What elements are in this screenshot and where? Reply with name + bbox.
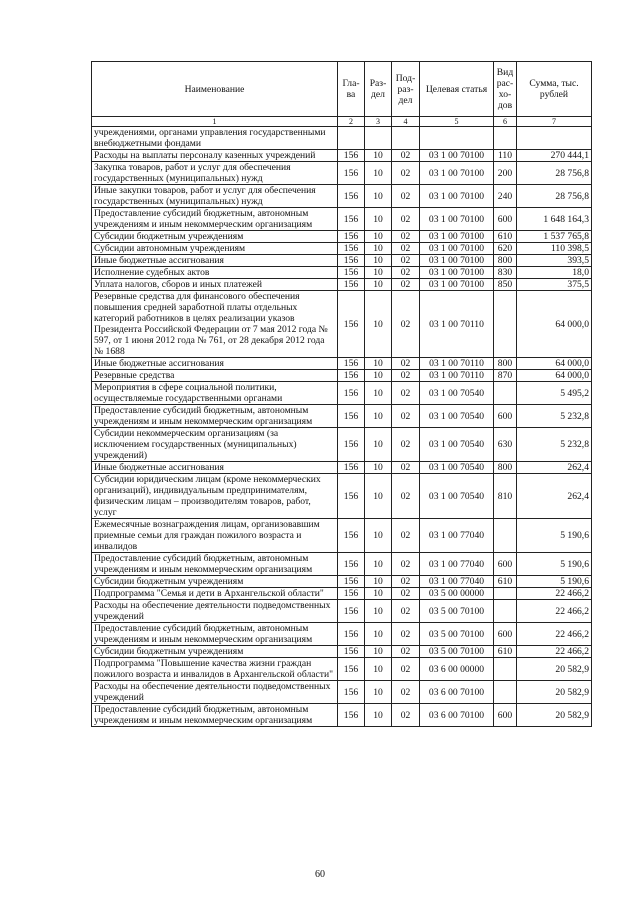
table-row [92, 576, 592, 588]
row-subsection-cell: 02 [392, 370, 420, 382]
table-row [92, 358, 592, 370]
row-target-cell [420, 127, 494, 150]
row-name-cell: Иные бюджетные ассигнования [92, 255, 338, 267]
row-subsection-cell: 02 [392, 658, 420, 681]
row-amount-cell: 1 648 164,3 [517, 208, 592, 231]
row-section-cell [365, 127, 392, 150]
row-expense-type-cell: 870 [494, 370, 517, 382]
row-section-cell: 10 [365, 600, 392, 623]
table-body [92, 127, 592, 727]
row-section-cell: 10 [365, 428, 392, 462]
row-expense-type-cell: 610 [494, 576, 517, 588]
table-row [92, 279, 592, 291]
row-section-cell: 10 [365, 162, 392, 185]
row-name-cell: Резервные средства [92, 370, 338, 382]
table-row [92, 370, 592, 382]
row-name-cell: Иные бюджетные ассигнования [92, 462, 338, 474]
table-row [92, 428, 592, 462]
row-target-cell: 03 6 00 70100 [420, 704, 494, 727]
row-subsection-cell: 02 [392, 704, 420, 727]
row-section-cell: 10 [365, 623, 392, 646]
table-row [92, 382, 592, 405]
row-expense-type-cell [494, 658, 517, 681]
column-number: 5 [420, 117, 494, 127]
row-amount-cell: 64 000,0 [517, 358, 592, 370]
row-target-cell: 03 1 00 70100 [420, 243, 494, 255]
row-target-cell: 03 1 00 70110 [420, 358, 494, 370]
row-expense-type-cell: 600 [494, 208, 517, 231]
row-subsection-cell: 02 [392, 623, 420, 646]
row-chapter-cell: 156 [338, 231, 365, 243]
row-section-cell: 10 [365, 358, 392, 370]
row-section-cell: 10 [365, 382, 392, 405]
table-row [92, 600, 592, 623]
row-target-cell: 03 1 00 70540 [420, 474, 494, 519]
row-section-cell: 10 [365, 370, 392, 382]
row-chapter-cell: 156 [338, 553, 365, 576]
row-name-cell: Субсидии автономным учреждениям [92, 243, 338, 255]
row-section-cell: 10 [365, 576, 392, 588]
row-subsection-cell: 02 [392, 474, 420, 519]
row-chapter-cell: 156 [338, 646, 365, 658]
row-name-cell: Предоставление субсидий бюджетным, автономным учреждениям и иным некоммерческим организациям [92, 623, 338, 646]
row-chapter-cell: 156 [338, 600, 365, 623]
row-chapter-cell: 156 [338, 291, 365, 358]
row-section-cell: 10 [365, 704, 392, 727]
row-target-cell: 03 1 00 70100 [420, 231, 494, 243]
row-amount-cell: 22 466,2 [517, 600, 592, 623]
row-amount-cell: 20 582,9 [517, 658, 592, 681]
row-subsection-cell: 02 [392, 185, 420, 208]
row-name-cell: Уплата налогов, сборов и иных платежей [92, 279, 338, 291]
row-expense-type-cell: 630 [494, 428, 517, 462]
row-target-cell: 03 1 00 70100 [420, 267, 494, 279]
row-amount-cell: 5 190,6 [517, 553, 592, 576]
row-name-cell: Предоставление субсидий бюджетным, автономным учреждениям и иным некоммерческим организациям [92, 405, 338, 428]
row-name-cell: Субсидии юридическим лицам (кроме некоммерческих организаций), индивидуальным предпринимателям, физическим лицам – производителям товаров, работ, услуг [92, 474, 338, 519]
row-amount-cell: 5 232,8 [517, 428, 592, 462]
row-subsection-cell: 02 [392, 588, 420, 600]
row-chapter-cell: 156 [338, 704, 365, 727]
row-target-cell: 03 1 00 70100 [420, 162, 494, 185]
row-target-cell: 03 5 00 70100 [420, 623, 494, 646]
row-target-cell: 03 1 00 70540 [420, 405, 494, 428]
column-number: 7 [517, 117, 592, 127]
row-section-cell: 10 [365, 279, 392, 291]
row-chapter-cell: 156 [338, 474, 365, 519]
row-name-cell: Иные бюджетные ассигнования [92, 358, 338, 370]
row-chapter-cell: 156 [338, 405, 365, 428]
row-target-cell: 03 6 00 70100 [420, 681, 494, 704]
row-expense-type-cell: 200 [494, 162, 517, 185]
table-row [92, 243, 592, 255]
row-name-cell: Расходы на обеспечение деятельности подведомственных учреждений [92, 600, 338, 623]
row-amount-cell: 64 000,0 [517, 370, 592, 382]
row-section-cell: 10 [365, 474, 392, 519]
table-row [92, 623, 592, 646]
row-name-cell: Мероприятия в сфере социальной политики, осуществляемые государственными органами [92, 382, 338, 405]
row-expense-type-cell: 600 [494, 704, 517, 727]
table-row [92, 462, 592, 474]
row-amount-cell: 20 582,9 [517, 681, 592, 704]
table-row [92, 588, 592, 600]
row-subsection-cell: 02 [392, 382, 420, 405]
row-target-cell: 03 1 00 70100 [420, 150, 494, 162]
row-name-cell: Предоставление субсидий бюджетным, автономным учреждениям и иным некоммерческим организациям [92, 553, 338, 576]
row-chapter-cell: 156 [338, 208, 365, 231]
row-expense-type-cell: 600 [494, 405, 517, 428]
table-row [92, 704, 592, 727]
row-section-cell: 10 [365, 255, 392, 267]
row-target-cell: 03 5 00 70100 [420, 600, 494, 623]
row-target-cell: 03 6 00 00000 [420, 658, 494, 681]
row-target-cell: 03 1 00 70100 [420, 279, 494, 291]
row-subsection-cell: 02 [392, 405, 420, 428]
table-row [92, 291, 592, 358]
row-expense-type-cell: 850 [494, 279, 517, 291]
row-expense-type-cell: 600 [494, 623, 517, 646]
column-number: 1 [92, 117, 338, 127]
row-subsection-cell: 02 [392, 208, 420, 231]
row-subsection-cell: 02 [392, 646, 420, 658]
row-section-cell: 10 [365, 267, 392, 279]
row-target-cell: 03 1 00 70540 [420, 428, 494, 462]
row-chapter-cell: 156 [338, 681, 365, 704]
row-amount-cell: 393,5 [517, 255, 592, 267]
table-row [92, 185, 592, 208]
row-target-cell: 03 1 00 70540 [420, 462, 494, 474]
row-expense-type-cell: 620 [494, 243, 517, 255]
row-expense-type-cell: 830 [494, 267, 517, 279]
row-subsection-cell: 02 [392, 267, 420, 279]
column-number: 2 [338, 117, 365, 127]
row-chapter-cell: 156 [338, 267, 365, 279]
row-subsection-cell: 02 [392, 162, 420, 185]
row-name-cell: Предоставление субсидий бюджетным, автономным учреждениям и иным некоммерческим организациям [92, 704, 338, 727]
row-section-cell: 10 [365, 405, 392, 428]
row-chapter-cell: 156 [338, 370, 365, 382]
row-chapter-cell: 156 [338, 576, 365, 588]
row-expense-type-cell: 800 [494, 462, 517, 474]
row-expense-type-cell: 610 [494, 646, 517, 658]
row-name-cell: Предоставление субсидий бюджетным, автономным учреждениям и иным некоммерческим организациям [92, 208, 338, 231]
row-chapter-cell: 156 [338, 428, 365, 462]
row-name-cell: учреждениями, органами управления государственными внебюджетными фондами [92, 127, 338, 150]
row-section-cell: 10 [365, 231, 392, 243]
row-amount-cell: 22 466,2 [517, 623, 592, 646]
row-name-cell: Подпрограмма "Повышение качества жизни граждан пожилого возраста и инвалидов в Архангельской области" [92, 658, 338, 681]
row-subsection-cell: 02 [392, 255, 420, 267]
row-amount-cell: 375,5 [517, 279, 592, 291]
row-section-cell: 10 [365, 208, 392, 231]
budget-table [91, 61, 592, 727]
row-subsection-cell: 02 [392, 576, 420, 588]
row-section-cell: 10 [365, 150, 392, 162]
row-amount-cell: 110 398,5 [517, 243, 592, 255]
row-chapter-cell: 156 [338, 588, 365, 600]
row-amount-cell: 1 537 765,8 [517, 231, 592, 243]
row-subsection-cell: 02 [392, 279, 420, 291]
row-section-cell: 10 [365, 243, 392, 255]
row-subsection-cell: 02 [392, 519, 420, 553]
row-amount-cell: 20 582,9 [517, 704, 592, 727]
row-expense-type-cell [494, 681, 517, 704]
row-chapter-cell: 156 [338, 382, 365, 405]
row-chapter-cell: 156 [338, 255, 365, 267]
row-target-cell: 03 1 00 70100 [420, 255, 494, 267]
row-name-cell: Субсидии некоммерческим организациям (за исключением государственных (муниципальных) учреждений) [92, 428, 338, 462]
row-expense-type-cell: 800 [494, 358, 517, 370]
table-row [92, 553, 592, 576]
row-expense-type-cell: 810 [494, 474, 517, 519]
row-target-cell: 03 5 00 00000 [420, 588, 494, 600]
row-subsection-cell: 02 [392, 428, 420, 462]
row-subsection-cell: 02 [392, 358, 420, 370]
row-amount-cell: 22 466,2 [517, 588, 592, 600]
row-amount-cell: 270 444,1 [517, 150, 592, 162]
row-amount-cell: 5 190,6 [517, 519, 592, 553]
header-amount: Сумма, тыс. рублей [517, 62, 592, 117]
row-section-cell: 10 [365, 588, 392, 600]
row-target-cell: 03 1 00 70100 [420, 185, 494, 208]
row-expense-type-cell [494, 519, 517, 553]
table-row [92, 646, 592, 658]
row-section-cell: 10 [365, 646, 392, 658]
header-row [92, 62, 592, 117]
row-section-cell: 10 [365, 185, 392, 208]
row-subsection-cell: 02 [392, 600, 420, 623]
row-expense-type-cell [494, 382, 517, 405]
row-subsection-cell: 02 [392, 462, 420, 474]
row-chapter-cell: 156 [338, 658, 365, 681]
row-chapter-cell [338, 127, 365, 150]
header-target: Целевая статья [420, 62, 494, 117]
row-name-cell: Подпрограмма "Семья и дети в Архангельской области" [92, 588, 338, 600]
row-expense-type-cell: 600 [494, 553, 517, 576]
row-chapter-cell: 156 [338, 358, 365, 370]
table-row [92, 658, 592, 681]
row-target-cell: 03 1 00 70110 [420, 291, 494, 358]
header-expense-type: Вид рас-хо-дов [494, 62, 517, 117]
row-amount-cell: 5 232,8 [517, 405, 592, 428]
row-amount-cell: 28 756,8 [517, 185, 592, 208]
row-amount-cell: 5 190,6 [517, 576, 592, 588]
row-expense-type-cell [494, 600, 517, 623]
row-expense-type-cell: 610 [494, 231, 517, 243]
row-target-cell: 03 1 00 70100 [420, 208, 494, 231]
table-row [92, 150, 592, 162]
row-expense-type-cell: 110 [494, 150, 517, 162]
row-name-cell: Иные закупки товаров, работ и услуг для обеспечения государственных (муниципальных) нужд [92, 185, 338, 208]
row-name-cell: Ежемесячные вознаграждения лицам, организовавшим приемные семьи для граждан пожилого возраста и инвалидов [92, 519, 338, 553]
column-number: 3 [365, 117, 392, 127]
row-amount-cell: 262,4 [517, 462, 592, 474]
header-subsection: Под-раз-дел [392, 62, 420, 117]
row-name-cell: Субсидии бюджетным учреждениям [92, 231, 338, 243]
row-chapter-cell: 156 [338, 623, 365, 646]
row-subsection-cell: 02 [392, 681, 420, 704]
row-section-cell: 10 [365, 519, 392, 553]
table-row [92, 519, 592, 553]
row-subsection-cell: 02 [392, 243, 420, 255]
row-name-cell: Расходы на обеспечение деятельности подведомственных учреждений [92, 681, 338, 704]
row-target-cell: 03 1 00 77040 [420, 519, 494, 553]
row-name-cell: Закупка товаров, работ и услуг для обеспечения государственных (муниципальных) нужд [92, 162, 338, 185]
row-section-cell: 10 [365, 658, 392, 681]
row-expense-type-cell [494, 127, 517, 150]
row-subsection-cell: 02 [392, 150, 420, 162]
table-row [92, 127, 592, 150]
column-number: 6 [494, 117, 517, 127]
table-row [92, 405, 592, 428]
column-number-row [92, 117, 592, 127]
row-subsection-cell: 02 [392, 231, 420, 243]
row-expense-type-cell: 240 [494, 185, 517, 208]
header-chapter: Гла-ва [338, 62, 365, 117]
table-row [92, 231, 592, 243]
row-subsection-cell [392, 127, 420, 150]
row-expense-type-cell [494, 291, 517, 358]
row-chapter-cell: 156 [338, 150, 365, 162]
table-row [92, 162, 592, 185]
page-number: 60 [315, 869, 325, 880]
row-name-cell: Резервные средства для финансового обеспечения повышения средней заработной платы отдельных категорий работников в целях реализации указов Президента Российской Федерации от 7 мая 2012 года № 597, от 1 июня 2012 года № 761, от 28 декабря 2012 года № 1688 [92, 291, 338, 358]
column-number: 4 [392, 117, 420, 127]
row-chapter-cell: 156 [338, 243, 365, 255]
row-chapter-cell: 156 [338, 185, 365, 208]
row-amount-cell [517, 127, 592, 150]
table-row [92, 267, 592, 279]
row-name-cell: Субсидии бюджетным учреждениям [92, 576, 338, 588]
table-row [92, 474, 592, 519]
row-chapter-cell: 156 [338, 162, 365, 185]
row-chapter-cell: 156 [338, 279, 365, 291]
header-section: Раз-дел [365, 62, 392, 117]
row-name-cell: Расходы на выплаты персоналу казенных учреждений [92, 150, 338, 162]
row-subsection-cell: 02 [392, 291, 420, 358]
row-amount-cell: 28 756,8 [517, 162, 592, 185]
row-amount-cell: 64 000,0 [517, 291, 592, 358]
row-chapter-cell: 156 [338, 519, 365, 553]
row-name-cell: Субсидии бюджетным учреждениям [92, 646, 338, 658]
row-chapter-cell: 156 [338, 462, 365, 474]
row-section-cell: 10 [365, 291, 392, 358]
row-amount-cell: 5 495,2 [517, 382, 592, 405]
row-section-cell: 10 [365, 681, 392, 704]
row-target-cell: 03 5 00 70100 [420, 646, 494, 658]
row-expense-type-cell [494, 588, 517, 600]
header-name: Наименование [92, 62, 338, 117]
row-name-cell: Исполнение судебных актов [92, 267, 338, 279]
row-target-cell: 03 1 00 70540 [420, 382, 494, 405]
row-subsection-cell: 02 [392, 553, 420, 576]
row-section-cell: 10 [365, 462, 392, 474]
row-target-cell: 03 1 00 70110 [420, 370, 494, 382]
table-row [92, 208, 592, 231]
row-amount-cell: 22 466,2 [517, 646, 592, 658]
row-target-cell: 03 1 00 77040 [420, 553, 494, 576]
row-amount-cell: 262,4 [517, 474, 592, 519]
row-amount-cell: 18,0 [517, 267, 592, 279]
row-section-cell: 10 [365, 553, 392, 576]
row-target-cell: 03 1 00 77040 [420, 576, 494, 588]
row-expense-type-cell: 800 [494, 255, 517, 267]
table-row [92, 681, 592, 704]
table-row [92, 255, 592, 267]
